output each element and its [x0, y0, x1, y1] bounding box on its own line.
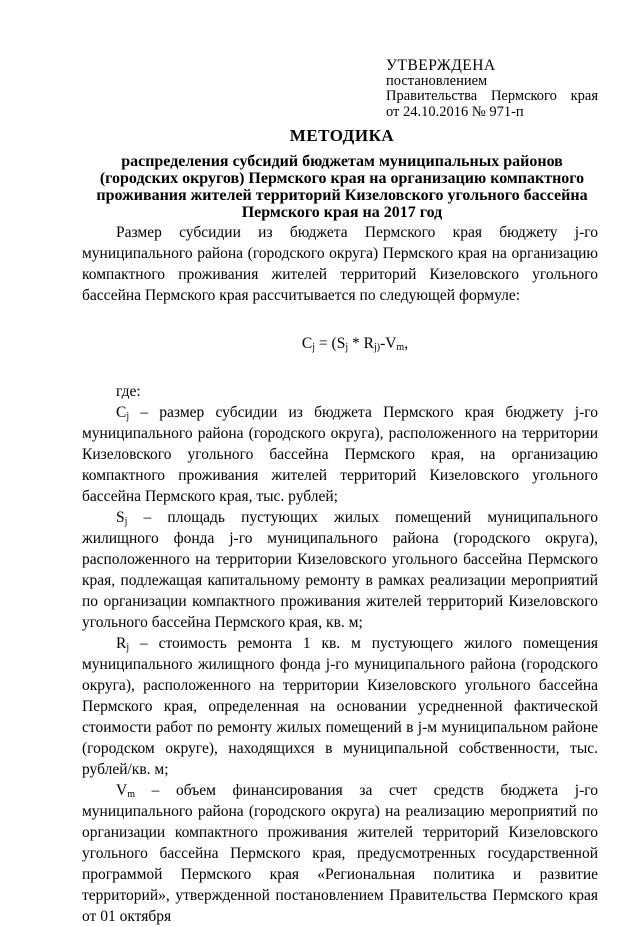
- definition-symbol: V: [116, 782, 128, 799]
- definition-symbol: R: [116, 635, 127, 652]
- formula-c: C: [301, 335, 313, 352]
- formula-s-sub: j: [345, 342, 349, 353]
- approval-stamp: [386, 58, 598, 120]
- definition-text: – объем финансирования за счет средств бюджета j-го муниципального района (городского округа) на реализацию мероприятий по организации компактного проживания жителей территорий Кизеловского угольного бассейна Пермского края, предусмотренных государственной программой Пермского края «Региональная политика и развитие территорий», утвержденной постановлением Правительства Пермского края от 01 октября: [82, 782, 598, 925]
- document-body: [82, 222, 598, 927]
- approval-line-2: Правительства Пермского края: [386, 88, 598, 104]
- definition-text: – площадь пустующих жилых помещений муниципального жилищного фонда j-го муниципального района (городского округа), расположенного на территории Кизеловского угольного бассейна Пермского края, подлежащая капитальному ремонту в рамках реализации мероприятий по организации компактного проживания жителей территорий Кизеловского угольного бассейна Пермского края, кв. м;: [82, 509, 598, 631]
- definition-symbol: C: [116, 404, 127, 421]
- formula-r-sub: j): [373, 342, 381, 353]
- definition-symbol-sub: m: [127, 789, 135, 800]
- formula-end: ,: [404, 335, 409, 352]
- document-subtitle: распределения субсидий бюджетам муниципальных районов (городских округов) Пермского края на организацию компактного проживания жителей территорий Кизеловского угольного бассейна Пермского края на 2017 год: [96, 153, 588, 221]
- definition-text: – стоимость ремонта 1 кв. м пустующего жилого помещения муниципального жилищного фонда j-го муниципального района (городского округа), расположенного на территории Кизеловского угольного бассейна Пермского края, определенная на основании усредненной фактической стоимости работ по ремонту жилых помещений в j-м муниципальном районе (городском округе), находящихся в муниципальной собственности, тыс. рублей/кв. м;: [82, 635, 598, 778]
- intro-paragraph: Размер субсидии из бюджета Пермского края бюджету j-го муниципального района (городского округа) Пермского края на организацию компактного проживания жителей территорий Кизеловского угольного бассейна Пермского края рассчитывается по следующей формуле:: [82, 224, 598, 304]
- formula-minus: -V: [380, 335, 397, 352]
- formula: [112, 333, 598, 354]
- definition-text: – размер субсидии из бюджета Пермского края бюджету j-го муниципального района (городского округа), расположенного на территории Кизеловского угольного бассейна Пермского края, на организацию компактного проживания жителей территорий Кизеловского угольного бассейна Пермского края, тыс. рублей;: [82, 404, 598, 505]
- formula-eq: = (S: [315, 335, 346, 352]
- approval-line-3: от 24.10.2016 № 971-п: [386, 103, 524, 120]
- definition-symbol-sub: j: [126, 642, 130, 653]
- definition-symbol: S: [116, 509, 125, 526]
- document-title: МЕТОДИКА: [289, 126, 395, 145]
- definition-symbol-sub: j: [126, 411, 130, 422]
- formula-v-sub: m: [396, 342, 405, 353]
- approval-line-1: постановлением: [386, 72, 488, 89]
- approval-title: УТВЕРЖДЕНА: [386, 57, 496, 74]
- formula-c-sub: j: [312, 342, 316, 353]
- document-heading: [82, 127, 602, 221]
- formula-mul: * R: [348, 335, 374, 352]
- where-label: где:: [116, 383, 141, 400]
- definition-symbol-sub: j: [124, 516, 128, 527]
- definition-cj: [82, 402, 598, 507]
- definition-sj: [82, 507, 598, 633]
- definition-rj: [82, 633, 598, 780]
